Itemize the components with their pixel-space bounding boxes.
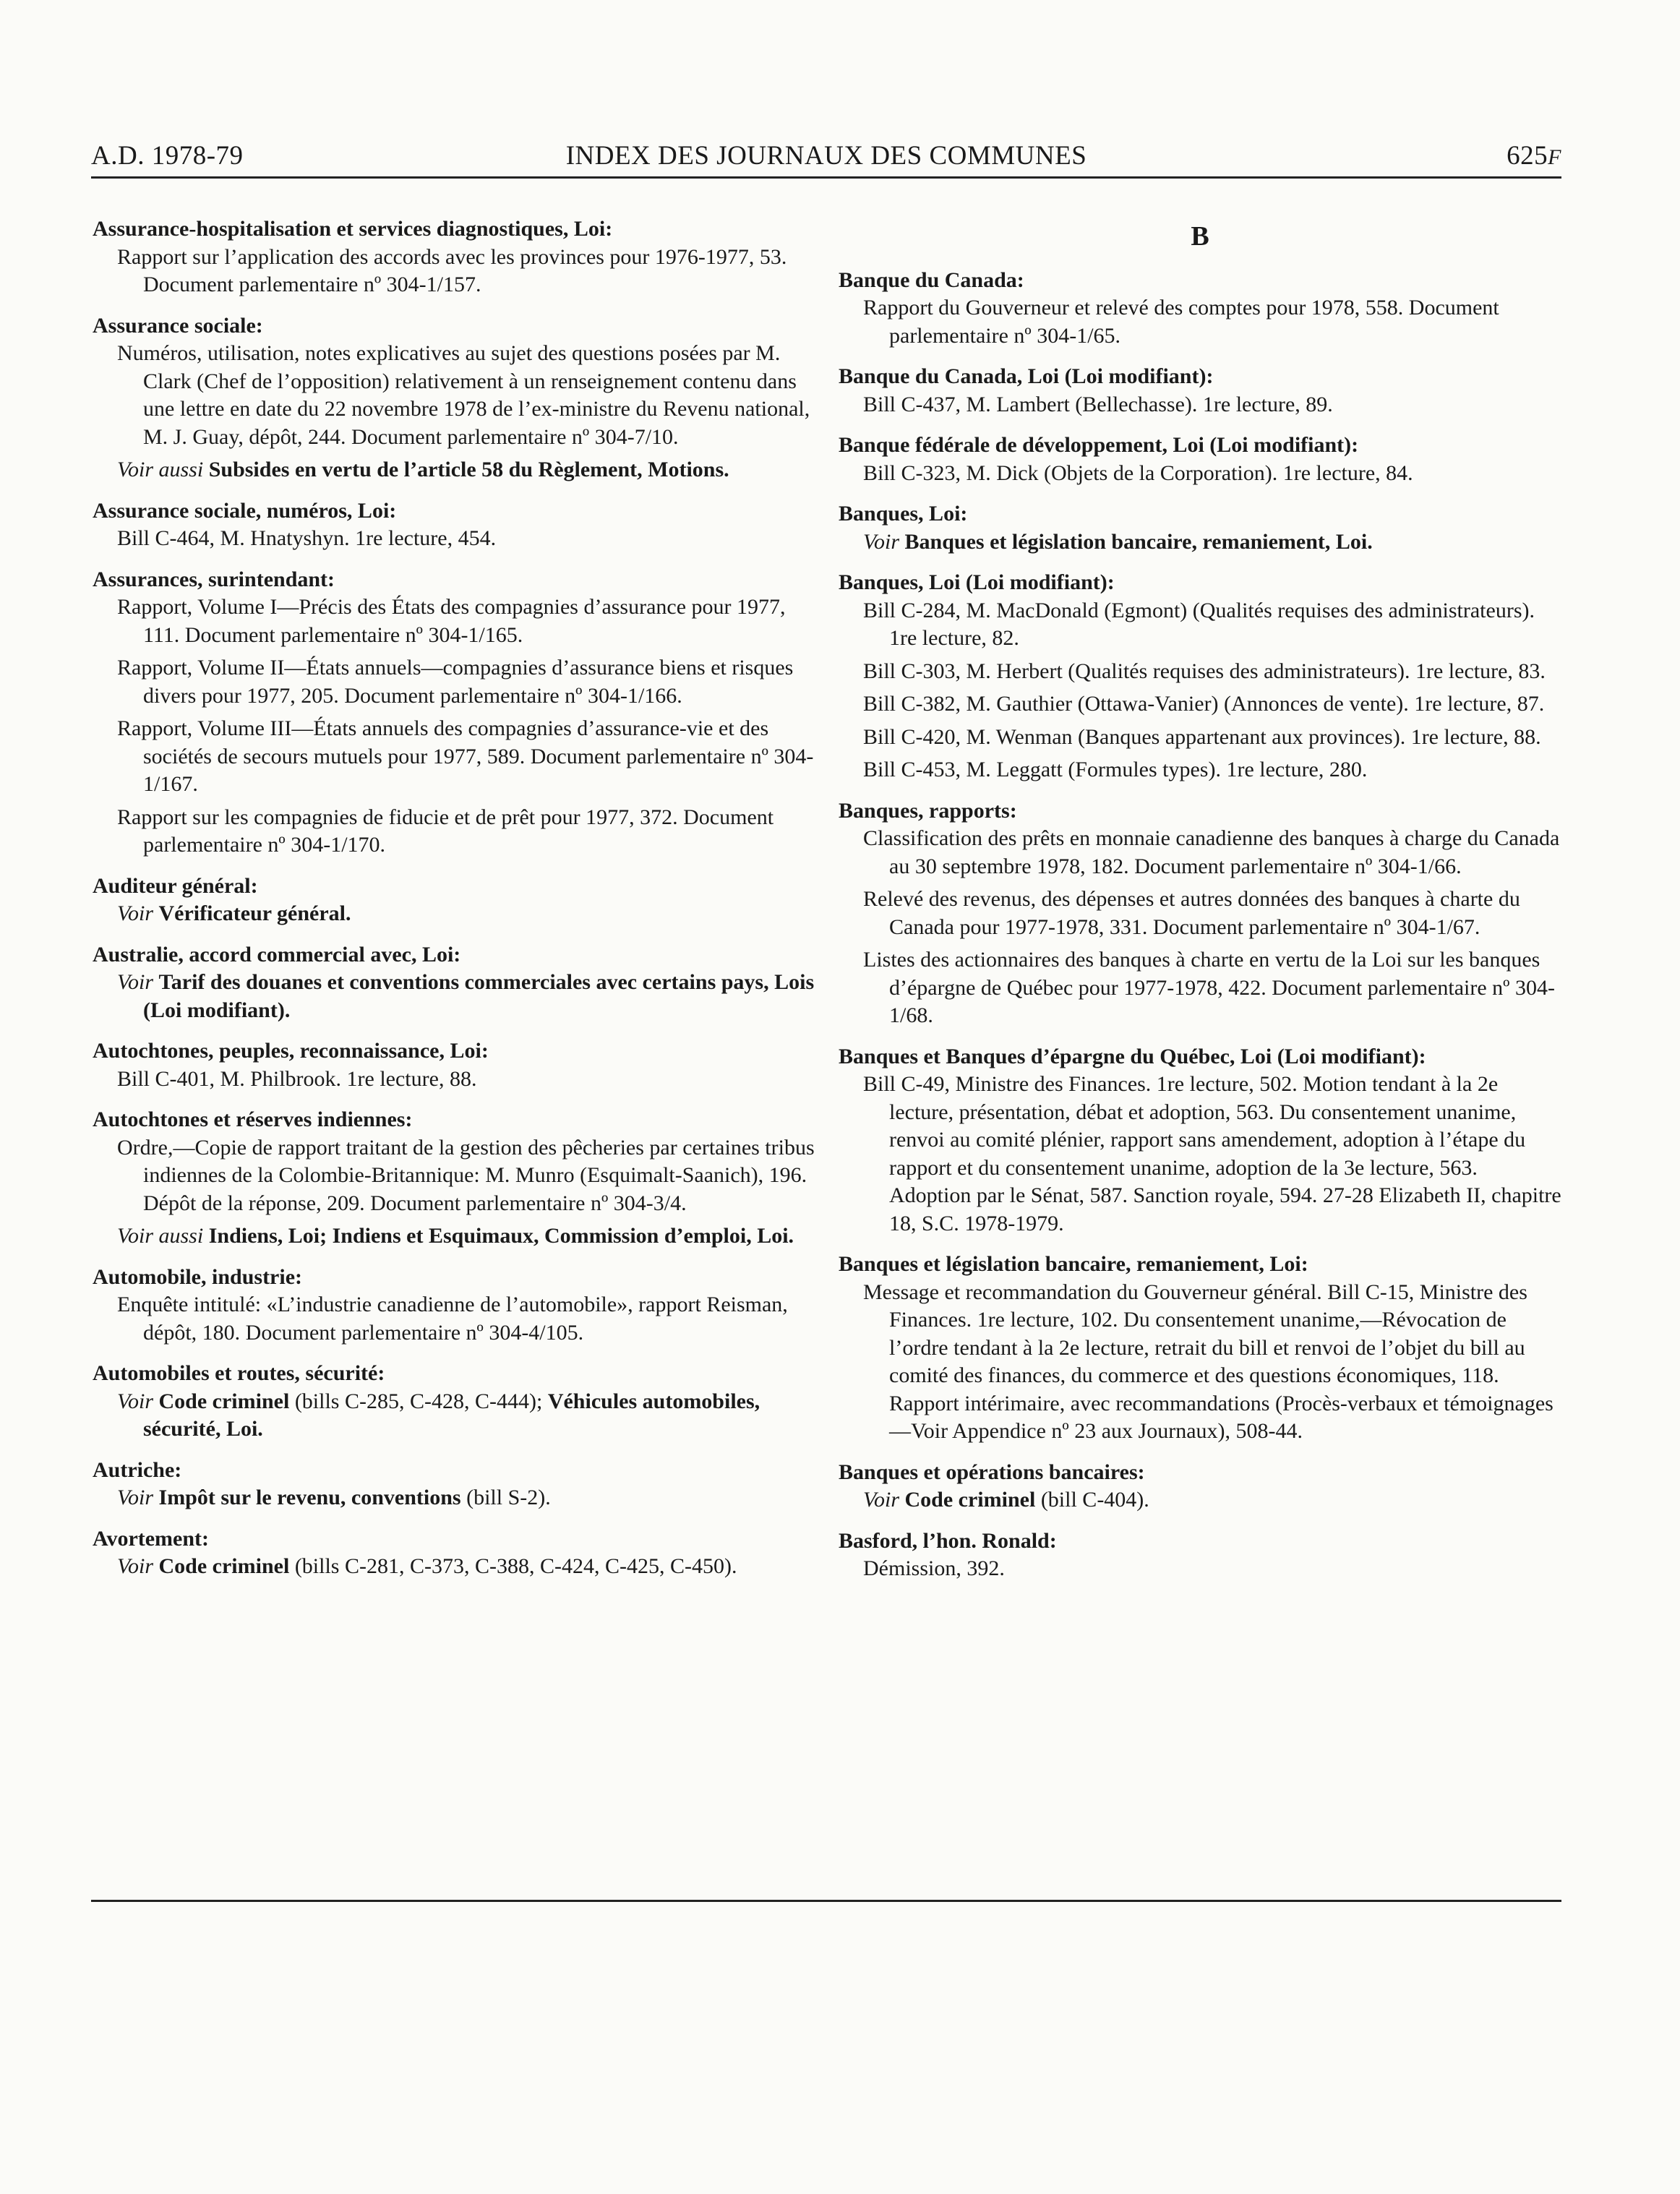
cross-reference — [93, 456, 815, 484]
entry-heading: Australie, accord commercial avec, Loi: — [93, 942, 461, 967]
footer-rule — [91, 1900, 1561, 1902]
see-note: (bill S-2). — [460, 1486, 551, 1509]
subentry: Rapport, Volume II—États annuels—compagnies d’assurance biens et risques divers pour 1977, 205. Document parlementaire nº 304-1/166. — [117, 656, 794, 708]
see-target: Code criminel — [158, 1389, 290, 1413]
see-note: (bills C-285, C-428, C-444); — [289, 1389, 548, 1413]
see-target: Véhicules automobiles, sécurité, Loi. — [143, 1389, 760, 1441]
cross-reference — [93, 1484, 815, 1512]
see-prefix: Voir aussi — [117, 458, 204, 481]
cross-reference — [93, 900, 815, 928]
see-note: (bill C-404). — [1035, 1488, 1149, 1512]
header-title: INDEX DES JOURNAUX DES COMMUNES — [565, 141, 1087, 171]
entry-heading: Banques, rapports: — [839, 798, 1017, 823]
entry-heading: Assurances, surintendant: — [93, 567, 335, 591]
index-entry — [93, 941, 815, 1025]
subentry: Bill C-284, M. MacDonald (Egmont) (Qualités requises des administrateurs). 1re lecture, 82. — [863, 598, 1535, 650]
index-entry — [839, 500, 1561, 556]
index-entry — [839, 432, 1561, 487]
subentry: Rapport du Gouverneur et relevé des comptes pour 1978, 558. Document parlementaire nº 304-1/65. — [863, 296, 1499, 348]
entry-heading: Banque du Canada: — [839, 267, 1024, 292]
entry-heading: Avortement: — [93, 1526, 210, 1551]
subentry: Rapport sur l’application des accords avec les provinces pour 1976-1977, 53. Document parlementaire nº 304-1/157. — [117, 244, 787, 296]
section-letter: B — [1191, 221, 1209, 252]
see-target: Tarif des douanes et conventions commerciales avec certains pays, Lois (Loi modifiant). — [143, 970, 815, 1022]
see-target: Impôt sur le revenu, conventions — [158, 1486, 461, 1509]
subentry: Bill C-49, Ministre des Finances. 1re lecture, 502. Motion tendant à la 2e lecture, présentation, débat et adoption, 563. Du consentement unanime, renvoi au comité plénier, rapport sans amendement, adoption à l’étape du rapport et du consentement unanime, adoption de la 3e lecture, 563. Adoption par le Sénat, 587. Sanction royale, 594. 27-28 Elizabeth II, chapitre 18, S.C. 1978-1979. — [863, 1072, 1561, 1235]
header-page-number: 625F — [1507, 141, 1561, 171]
cross-reference — [93, 1222, 815, 1251]
index-entry — [93, 215, 815, 299]
header-year: A.D. 1978-79 — [91, 141, 244, 171]
cross-reference — [839, 1486, 1561, 1514]
entry-heading: Banque du Canada, Loi (Loi modifiant): — [839, 364, 1214, 388]
index-entry — [839, 1251, 1561, 1446]
entry-heading: Autochtones, peuples, reconnaissance, Loi: — [93, 1039, 489, 1063]
see-target: Subsides en vertu de l’article 58 du Règlement, Motions. — [208, 458, 729, 481]
see-prefix: Voir — [117, 970, 154, 994]
entry-heading: Auditeur général: — [93, 873, 258, 898]
see-prefix: Voir — [117, 1486, 154, 1509]
subentry: Bill C-464, M. Hnatyshyn. 1re lecture, 454. — [117, 526, 497, 550]
see-prefix: Voir — [117, 1389, 154, 1413]
subentry: Rapport, Volume III—États annuels des compagnies d’assurance-vie et des sociétés de secours mutuels pour 1977, 589. Document parlementaire nº 304-1/167. — [117, 716, 814, 796]
see-prefix: Voir — [863, 1488, 900, 1512]
see-target: Code criminel — [158, 1554, 290, 1578]
subentry: Numéros, utilisation, notes explicatives au sujet des questions posées par M. Clark (Chef de l’opposition) relativement à un renseignement contenu dans une lettre en date du 22 novembre 1978 de l’ex-ministre du Revenu national, M. J. Guay, dépôt, 244. Document parlementaire nº 304-7/10. — [117, 341, 810, 449]
subentry: Bill C-401, M. Philbrook. 1re lecture, 88. — [117, 1066, 477, 1091]
subentry: Bill C-303, M. Herbert (Qualités requises des administrateurs). 1re lecture, 83. — [863, 659, 1546, 683]
index-column-right-entries — [839, 267, 1561, 1583]
entry-heading: Assurance sociale, numéros, Loi: — [93, 498, 397, 523]
see-target: Code criminel — [904, 1488, 1036, 1512]
index-entry — [93, 1457, 815, 1512]
subentry: Message et recommandation du Gouverneur général. Bill C-15, Ministre des Finances. 1re lecture, 102. Du consentement unanime,—Révocation de l’ordre tendant à la 2e lecture, retrait du bill et renvoi de l’objet du bill au comité des finances, du commerce et des questions économiques, 118. Rapport intérimaire, avec recommandations (Procès-verbaux et témoignages—Voir Appendice nº 23 aux Journaux), 508-44. — [863, 1280, 1553, 1443]
see-prefix: Voir aussi — [117, 1224, 204, 1248]
index-entry — [93, 1037, 815, 1093]
entry-heading: Banques, Loi: — [839, 502, 968, 526]
entry-heading: Banques et Banques d’épargne du Québec, Loi (Loi modifiant): — [839, 1044, 1426, 1068]
index-entry — [93, 1106, 815, 1251]
index-entry — [839, 797, 1561, 1030]
entry-heading: Assurance sociale: — [93, 313, 263, 338]
see-prefix: Voir — [117, 901, 154, 925]
cross-reference — [839, 528, 1561, 557]
see-target: Indiens, Loi; Indiens et Esquimaux, Commission d’emploi, Loi. — [208, 1224, 794, 1248]
subentry: Rapport, Volume I—Précis des États des compagnies d’assurance pour 1977, 111. Document parlementaire nº 304-1/165. — [117, 595, 786, 647]
subentry: Bill C-420, M. Wenman (Banques appartenant aux provinces). 1re lecture, 88. — [863, 724, 1541, 749]
index-entry — [839, 569, 1561, 784]
see-prefix: Voir — [863, 529, 900, 554]
entry-heading: Banques, Loi (Loi modifiant): — [839, 570, 1115, 594]
subentry: Relevé des revenus, des dépenses et autres données des banques à charte du Canada pour 1977-1978, 331. Document parlementaire nº 304-1/67. — [863, 887, 1520, 939]
entry-heading: Automobile, industrie: — [93, 1264, 303, 1289]
header-page-suffix: F — [1548, 145, 1561, 169]
index-entry — [93, 873, 815, 928]
entry-heading: Banque fédérale de développement, Loi (Loi modifiant): — [839, 433, 1359, 457]
see-prefix: Voir — [117, 1554, 154, 1578]
header-rule — [91, 176, 1561, 179]
subentry: Enquête intitulé: «L’industrie canadienne de l’automobile», rapport Reisman, dépôt, 180. Document parlementaire nº 304-4/105. — [117, 1293, 788, 1345]
index-entry — [93, 1264, 815, 1347]
index-entry — [839, 1527, 1561, 1583]
index-entry — [839, 1043, 1561, 1238]
see-target: Vérificateur général. — [158, 901, 351, 925]
index-entry — [93, 566, 815, 860]
index-entry — [93, 1360, 815, 1444]
cross-reference — [93, 1388, 815, 1444]
index-entry — [93, 312, 815, 484]
entry-heading: Assurance-hospitalisation et services diagnostiques, Loi: — [93, 217, 613, 241]
index-entry — [839, 267, 1561, 351]
running-header — [91, 140, 1561, 179]
subentry: Listes des actionnaires des banques à charte en vertu de la Loi sur les banques d’épargne de Québec pour 1977-1978, 422. Document parlementaire nº 304-1/68. — [863, 948, 1555, 1027]
index-entry — [93, 497, 815, 553]
entry-heading: Automobiles et routes, sécurité: — [93, 1361, 385, 1385]
see-note: (bills C-281, C-373, C-388, C-424, C-425, C-450). — [289, 1554, 737, 1578]
index-column-left — [93, 215, 815, 1594]
entry-heading: Banques et opérations bancaires: — [839, 1460, 1145, 1484]
subentry: Classification des prêts en monnaie canadienne des banques à charge du Canada au 30 septembre 1978, 182. Document parlementaire nº 304-1/66. — [863, 826, 1560, 878]
entry-heading: Autriche: — [93, 1457, 182, 1482]
entry-heading: Banques et législation bancaire, remaniement, Loi: — [839, 1252, 1308, 1276]
entry-heading: Basford, l’hon. Ronald: — [839, 1528, 1057, 1553]
entry-heading: Autochtones et réserves indiennes: — [93, 1107, 413, 1131]
cross-reference — [93, 1553, 815, 1581]
subentry: Rapport sur les compagnies de fiducie et de prêt pour 1977, 372. Document parlementaire nº 304-1/170. — [117, 805, 774, 857]
index-column-right — [839, 215, 1561, 1596]
subentry: Bill C-382, M. Gauthier (Ottawa-Vanier) (Annonces de vente). 1re lecture, 87. — [863, 692, 1545, 716]
subentry: Démission, 392. — [863, 1556, 1005, 1580]
see-target: Banques et législation bancaire, remaniement, Loi. — [904, 529, 1373, 554]
subentry: Bill C-437, M. Lambert (Bellechasse). 1re lecture, 89. — [863, 392, 1333, 416]
subentry: Bill C-453, M. Leggatt (Formules types). 1re lecture, 280. — [863, 758, 1368, 781]
subentry: Ordre,—Copie de rapport traitant de la gestion des pêcheries par certaines tribus indiennes de la Colombie-Britannique: M. Munro (Esquimalt-Saanich), 196. Dépôt de la réponse, 209. Document parlementaire nº 304-3/4. — [117, 1135, 815, 1215]
index-entry — [839, 363, 1561, 419]
subentry: Bill C-323, M. Dick (Objets de la Corporation). 1re lecture, 84. — [863, 460, 1413, 485]
index-entry — [93, 1525, 815, 1581]
cross-reference — [93, 969, 815, 1024]
index-entry — [839, 1459, 1561, 1514]
